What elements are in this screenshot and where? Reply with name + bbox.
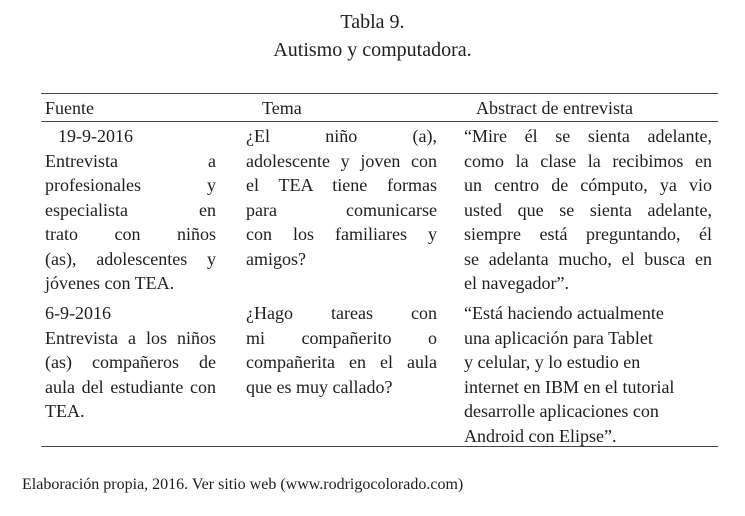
row2-tema-line: ¿Hago tareas con <box>246 303 437 323</box>
row1-fuente-line: (as), adolescentes y <box>45 248 216 269</box>
table-header-rule <box>41 121 718 122</box>
row2-tema-cell <box>246 301 437 399</box>
row2-abstract-line: desarrolle aplicaciones con <box>464 401 659 421</box>
row1-fuente-line: especialista en <box>45 199 216 220</box>
row1-abstract-line: siempre está preguntando, él <box>464 224 712 244</box>
row1-tema-line: con los familiares y <box>246 224 437 244</box>
row2-abstract-cell <box>464 301 712 448</box>
row2-abstract-line: y celular, y lo estudio en <box>464 352 641 372</box>
row2-date: 6-9-2016 <box>45 303 111 323</box>
row2-abstract-line: internet en IBM en el tutorial <box>464 376 675 397</box>
row1-abstract-cell <box>464 124 712 296</box>
row1-fuente-line: Entrevista a <box>45 150 216 171</box>
row2-abstract-line: una aplicación para Tablet <box>464 327 653 348</box>
row1-tema-cell <box>246 124 437 271</box>
row1-abstract-line: un centro de cómputo, ya vio <box>464 175 712 195</box>
row1-abstract-line: el navegador”. <box>464 273 569 293</box>
source-footnote: Elaboración propia, 2016. Ver sitio web (www.rodrigocolorado.com) <box>22 476 464 493</box>
row2-abstract-line: “Está haciendo actualmente <box>464 303 664 323</box>
header-abstract: Abstract de entrevista <box>476 98 633 118</box>
row1-fuente-line: trato con niños <box>45 224 216 244</box>
row1-tema-line: ¿El niño (a), <box>246 126 437 146</box>
row1-tema-line: amigos? <box>246 248 306 269</box>
header-fuente: Fuente <box>45 98 94 118</box>
row2-tema-line: mi compañerito o <box>246 327 437 348</box>
row1-tema-line: el TEA tiene formas <box>246 175 437 195</box>
row2-fuente-line: TEA. <box>45 401 85 421</box>
row2-tema-line: compañerita en el aula <box>246 352 437 372</box>
table-title: Autismo y computadora. <box>273 39 472 61</box>
table-bottom-rule <box>41 446 718 447</box>
row2-fuente-line: Entrevista a los niños <box>45 327 216 348</box>
row1-fuente-line: profesionales y <box>45 175 216 195</box>
row1-tema-line: adolescente y joven con <box>246 150 437 171</box>
table-top-rule <box>41 93 718 94</box>
row2-fuente-line: (as) compañeros de <box>45 352 216 372</box>
row2-fuente-cell <box>45 301 216 424</box>
row1-fuente-line: jóvenes con TEA. <box>45 273 175 293</box>
row2-fuente-line: aula del estudiante con <box>45 376 216 397</box>
row1-abstract-line: se adelanta mucho, el busca en <box>464 248 712 269</box>
row1-fuente-cell <box>45 124 216 296</box>
table-title-number: Tabla 9. <box>340 11 405 33</box>
row2-abstract-line: Android con Elipse”. <box>464 425 617 446</box>
row2-tema-line: que es muy callado? <box>246 376 393 397</box>
header-tema: Tema <box>262 98 302 118</box>
row1-abstract-line: usted que se sienta adelante, <box>464 199 712 220</box>
row1-date: 19-9-2016 <box>58 126 133 146</box>
row1-abstract-line: “Mire él se sienta adelante, <box>464 126 712 146</box>
row1-abstract-line: como la clase la recibimos en <box>464 150 712 171</box>
row1-tema-line: para comunicarse <box>246 199 437 220</box>
